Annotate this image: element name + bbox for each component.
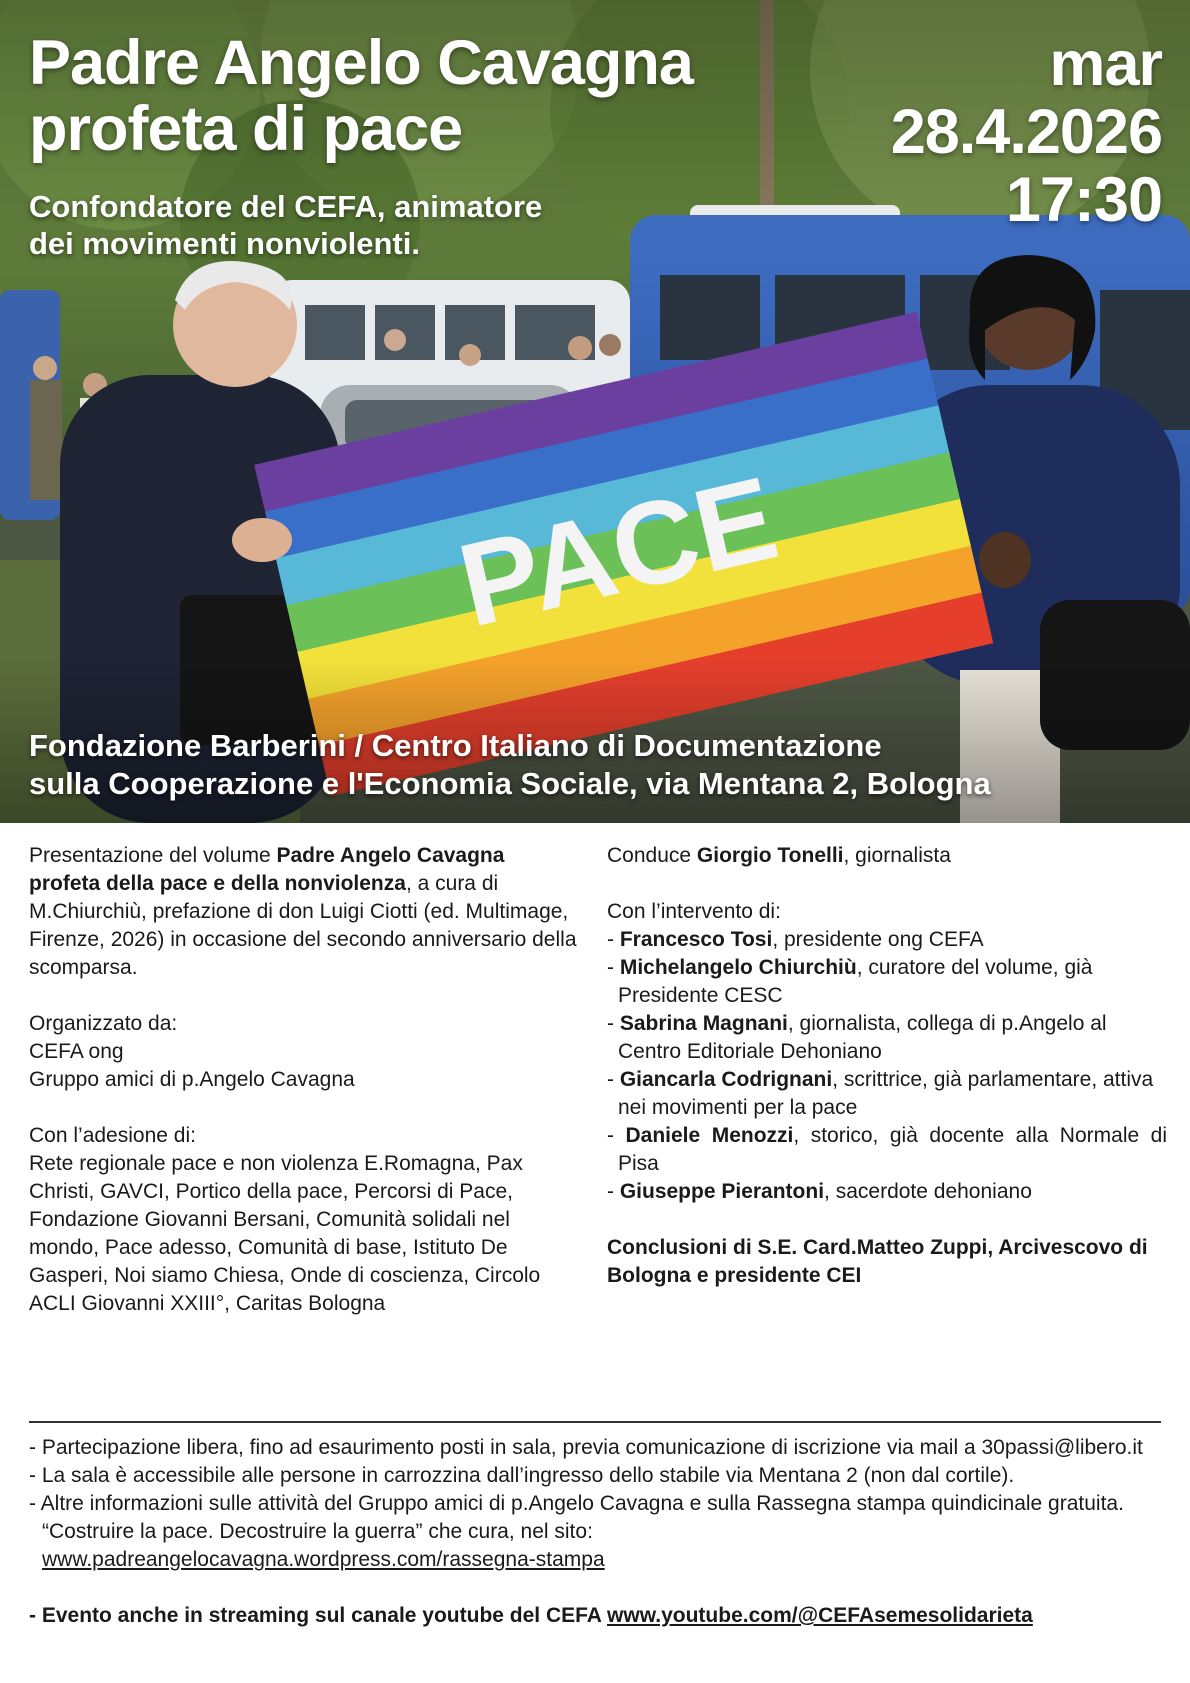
speakers-label: Con l’intervento di: bbox=[607, 900, 781, 923]
speaker-name: Giuseppe Pierantoni bbox=[619, 1180, 825, 1203]
divider bbox=[29, 1421, 1161, 1423]
speaker-role: , presidente ong CEFA bbox=[772, 928, 984, 951]
note-registration: - Partecipazione libera, fino ad esaurimento posti in sala, previa comunicazione di iscrizione via mail a 30passi@libero.it bbox=[29, 1436, 1143, 1459]
speaker-name: Sabrina Magnani bbox=[619, 1012, 788, 1035]
book-title: Padre Angelo Cavagna profeta della pace e della nonviolenza bbox=[29, 844, 505, 895]
title-line-2: profeta di pace bbox=[29, 94, 463, 164]
speaker-role: , curatore del volume, già Presidente CESC bbox=[618, 956, 1093, 1007]
speaker-name: Francesco Tosi bbox=[619, 928, 773, 951]
adhesion-list: Rete regionale pace e non violenza E.Romagna, Pax Christi, GAVCI, Portico della pace, Percorsi di Pace, Fondazione Giovanni Bersani, Comunità solidali nel mondo, Pace adesso, Comunità di base, Istituto De Gasperi, Noi siamo Chiesa, Onde di coscienza, Circolo ACLI Giovanni XXIII°, Caritas Bologna bbox=[29, 1152, 541, 1315]
host-line bbox=[607, 842, 1167, 870]
speaker-role: , scrittrice, già parlamentare, attiva nei movimenti per la pace bbox=[618, 1068, 1154, 1119]
venue-line-2: sulla Cooperazione e l'Economia Sociale, via Mentana 2, Bologna bbox=[29, 766, 991, 801]
speaker-item: - Francesco Tosi, presidente ong CEFA bbox=[607, 928, 984, 951]
speaker-role: , giornalista, collega di p.Angelo al Centro Editoriale Dehoniano bbox=[618, 1012, 1107, 1063]
right-column bbox=[607, 842, 1167, 1290]
intro-pre: Presentazione del volume bbox=[29, 844, 277, 867]
note-streaming bbox=[29, 1602, 1169, 1630]
speaker-name: Michelangelo Chiurchiù bbox=[619, 956, 857, 979]
streaming-text: - Evento anche in streaming sul canale youtube del CEFA bbox=[29, 1604, 608, 1627]
host-role: , giornalista bbox=[843, 844, 951, 867]
left-column bbox=[29, 842, 579, 1318]
book-intro bbox=[29, 842, 579, 982]
hero-photo-section bbox=[0, 0, 1190, 823]
conclusion bbox=[607, 1234, 1167, 1290]
event-title bbox=[29, 30, 693, 162]
subtitle-line-2: dei movimenti nonviolenti. bbox=[29, 226, 420, 261]
speaker-role: , storico, già docente alla Normale di Pisa bbox=[618, 1124, 1168, 1175]
organized-label: Organizzato da: bbox=[29, 1012, 178, 1035]
rassegna-link[interactable]: www.padreangelocavagna.wordpress.com/rassegna-stampa bbox=[42, 1548, 605, 1571]
event-datetime bbox=[891, 30, 1162, 234]
event-time: 17:30 bbox=[1005, 165, 1162, 235]
organizer-item: CEFA ong bbox=[29, 1040, 124, 1063]
speaker-name: Daniele Menozzi bbox=[625, 1124, 794, 1147]
footer-notes bbox=[29, 1434, 1169, 1630]
host-prefix: Conduce bbox=[607, 844, 697, 867]
title-line-1: Padre Angelo Cavagna bbox=[29, 28, 693, 98]
speaker-role: , sacerdote dehoniano bbox=[824, 1180, 1032, 1203]
speaker-name: Giancarla Codrignani bbox=[619, 1068, 833, 1091]
adhesion-label: Con l’adesione di: bbox=[29, 1124, 196, 1147]
conclusion-text: Conclusioni di S.E. Card.Matteo Zuppi, Arcivescovo di Bologna e presidente CEI bbox=[607, 1236, 1148, 1287]
note-info-text: - Altre informazioni sulle attività del Gruppo amici di p.Angelo Cavagna e sulla Rassegna stampa quindicinale gratuita. “Costruire la pace. Decostruire la guerra” che cura, nel sito: bbox=[29, 1492, 1124, 1543]
speaker-item: - Giancarla Codrignani, scrittrice, già parlamentare, attiva nei movimenti per la pace bbox=[607, 1068, 1154, 1119]
event-subtitle bbox=[29, 188, 649, 262]
event-day: mar bbox=[1049, 29, 1162, 99]
organizer-item: Gruppo amici di p.Angelo Cavagna bbox=[29, 1068, 355, 1091]
subtitle-line-1: Confondatore del CEFA, animatore bbox=[29, 189, 543, 224]
speaker-item: - Sabrina Magnani, giornalista, collega di p.Angelo al Centro Editoriale Dehoniano bbox=[607, 1012, 1107, 1063]
host-name: Giorgio Tonelli bbox=[696, 844, 844, 867]
speaker-item: - Giuseppe Pierantoni, sacerdote dehoniano bbox=[607, 1180, 1032, 1203]
note-info bbox=[29, 1490, 1169, 1574]
venue-line-1: Fondazione Barberini / Centro Italiano di Documentazione bbox=[29, 728, 882, 763]
note-accessibility: - La sala è accessibile alle persone in carrozzina dall’ingresso dello stabile via Mentana 2 (non dal cortile). bbox=[29, 1464, 1015, 1487]
speaker-item: - Michelangelo Chiurchiù, curatore del volume, già Presidente CESC bbox=[607, 956, 1093, 1007]
event-date: 28.4.2026 bbox=[890, 97, 1162, 167]
speaker-item: - Daniele Menozzi, storico, già docente alla Normale di Pisa bbox=[607, 1124, 1168, 1175]
event-venue bbox=[29, 727, 1159, 803]
youtube-link[interactable]: www.youtube.com/@CEFAsemesolidarieta bbox=[607, 1604, 1033, 1627]
intro-post: , a cura di M.Chiurchiù, prefazione di don Luigi Ciotti (ed. Multimage, Firenze, 2026) in occasione del secondo anniversario della scomparsa. bbox=[29, 872, 577, 979]
